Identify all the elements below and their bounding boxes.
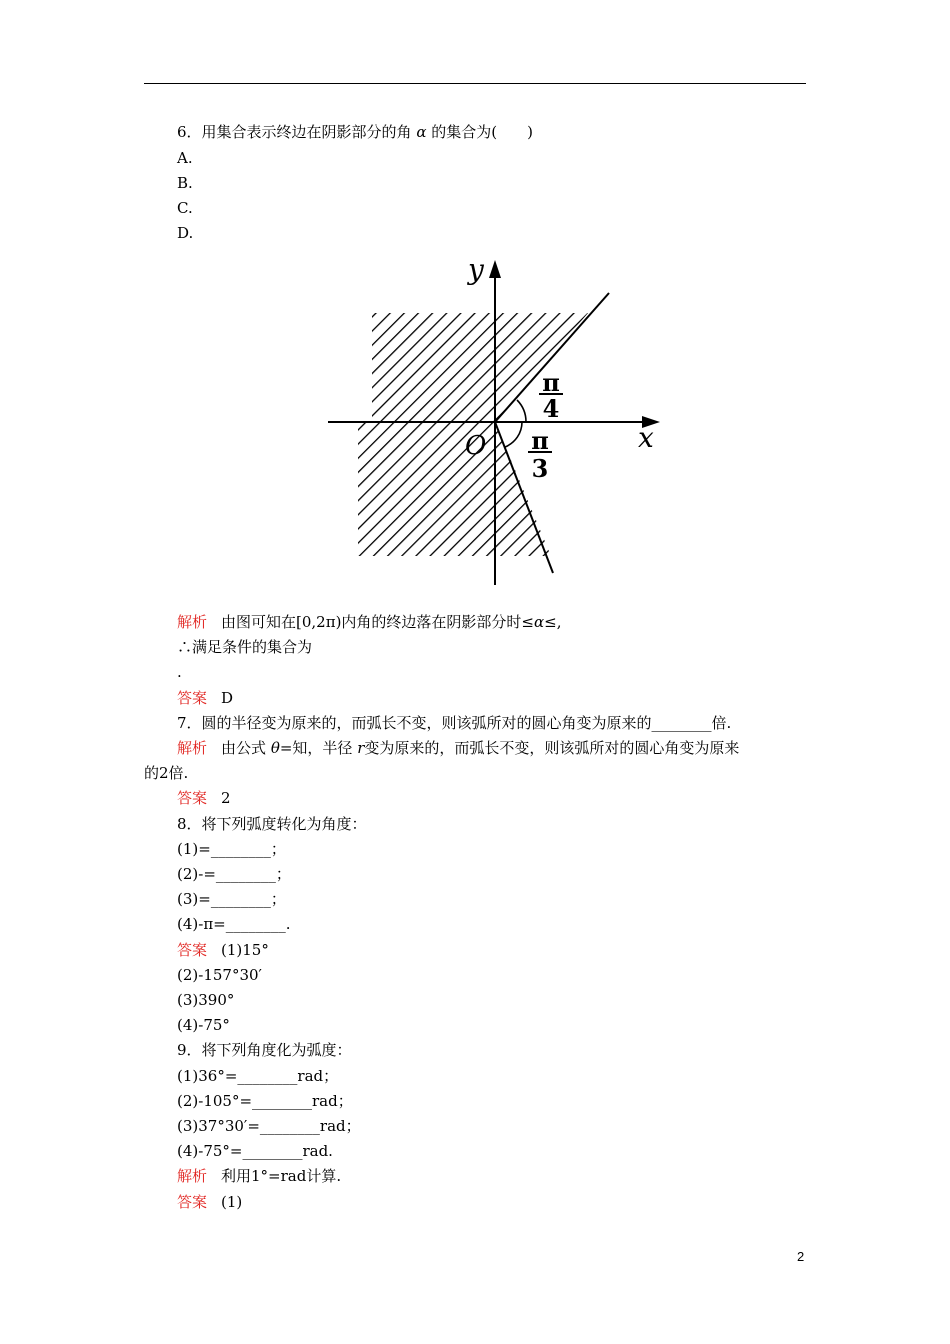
q7-r: r xyxy=(357,739,365,757)
q6-stem-text: 6．用集合表示终边在阴影部分的角 xyxy=(177,123,412,141)
q8-item-2: (2)-=________； xyxy=(177,865,291,883)
origin-label: O xyxy=(465,431,487,461)
angle1-denominator: 4 xyxy=(542,394,560,423)
q9-analysis-text: 利用1°=rad计算. xyxy=(221,1167,342,1185)
q7-analysis xyxy=(177,738,739,758)
q8-answer-3: (3)390° xyxy=(177,991,235,1009)
angle2-numerator: π xyxy=(531,426,549,455)
q9-answer-value: (1) xyxy=(221,1193,243,1211)
q8-stem: 8．将下列弧度转化为角度： xyxy=(177,815,367,833)
shaded-region-lower xyxy=(320,255,665,595)
arc-pi-over-4 xyxy=(517,400,526,422)
q6-option-a: A. xyxy=(177,149,193,167)
page-number: 2 xyxy=(797,1249,805,1264)
q9-answer-label: 答案 xyxy=(177,1193,208,1211)
q6-answer-value: D xyxy=(221,689,234,707)
q7-answer xyxy=(177,788,231,808)
q6-alpha: α xyxy=(416,123,427,141)
q6-analysis xyxy=(177,612,562,632)
q6-analysis-label: 解析 xyxy=(177,613,208,631)
q6-stem-tail: 的集合为( ) xyxy=(431,123,533,141)
q9-stem: 9．将下列角度化为弧度： xyxy=(177,1041,352,1059)
q8-answer xyxy=(177,940,269,960)
q7-analysis-text1: 由公式 xyxy=(221,739,267,757)
q9-item-2: (2)-105°=________rad； xyxy=(177,1092,353,1110)
q8-item-1: (1)=________； xyxy=(177,840,286,858)
q8-answer-label: 答案 xyxy=(177,941,208,959)
q9-answer xyxy=(177,1192,242,1212)
y-axis-label: y xyxy=(468,255,484,286)
q7-analysis-label: 解析 xyxy=(177,739,208,757)
q7-theta: θ xyxy=(270,739,280,757)
q6-dot: . xyxy=(177,663,182,681)
q8-answer-2: (2)-157°30′ xyxy=(177,966,262,984)
y-axis-arrow xyxy=(489,260,501,278)
header-rule xyxy=(144,83,806,84)
q6-answer-label: 答案 xyxy=(177,689,208,707)
q8-answer-4: (4)-75° xyxy=(177,1016,230,1034)
angle1-numerator: π xyxy=(542,368,560,397)
q7-analysis-text2: =知，半径 xyxy=(279,739,353,757)
q8-item-3: (3)=________； xyxy=(177,890,286,908)
arc-pi-over-3 xyxy=(505,422,522,447)
q6-option-c: C. xyxy=(177,199,193,217)
q6-answer xyxy=(177,688,233,708)
q7-analysis-text3: 变为原来的，而弧长不变，则该弧所对的圆心角变为原来 xyxy=(364,739,740,757)
q9-analysis-label: 解析 xyxy=(177,1167,208,1185)
q6-option-d: D. xyxy=(177,224,194,242)
angle-figure xyxy=(320,255,665,595)
q9-analysis xyxy=(177,1166,341,1186)
q6-option-b: B. xyxy=(177,174,193,192)
angle2-denominator: 3 xyxy=(531,454,549,483)
q9-item-3: (3)37°30′=________rad； xyxy=(177,1117,361,1135)
q8-answer-1: (1)15° xyxy=(221,941,269,959)
q6-analysis-alpha: α xyxy=(534,613,545,631)
q9-item-4: (4)-75°=________rad. xyxy=(177,1142,333,1160)
q7-answer-label: 答案 xyxy=(177,789,208,807)
q7-analysis-line2: 的2倍. xyxy=(144,764,189,782)
q6-analysis-text2: ≤, xyxy=(544,613,562,631)
q6-stem xyxy=(177,122,533,142)
q7-stem: 7．圆的半径变为原来的，而弧长不变，则该弧所对的圆心角变为原来的________倍. xyxy=(177,714,732,732)
x-axis-label: x xyxy=(638,421,654,454)
q8-item-4: (4)-π=________. xyxy=(177,915,291,933)
q7-answer-value: 2 xyxy=(221,789,231,807)
q9-item-1: (1)36°=________rad； xyxy=(177,1067,339,1085)
q6-therefore: ∴满足条件的集合为 xyxy=(177,638,313,656)
q6-analysis-text1: 由图可知在[0,2π)内角的终边落在阴影部分时≤ xyxy=(221,613,535,631)
